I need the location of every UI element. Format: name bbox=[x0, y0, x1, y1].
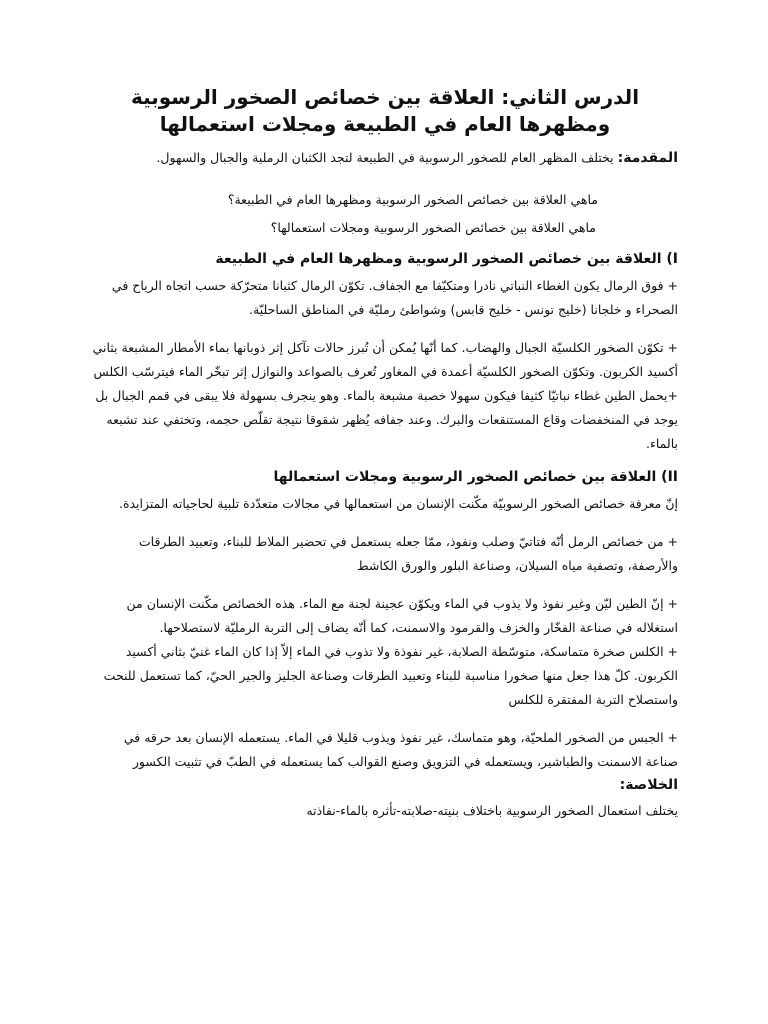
section-1-paragraph-limestone: + تكوّن الصخور الكلسيّة الجبال والهضاب. كما أنّها يُمكن أن تُبرز حالات تآكل إثر ذوبانها بماء الأمطار المشبعة بثاني أكسيد الكربون. وتكوّن الصخور الكلسيّة أعمدة في المغاور تُعرف بالصواعد والنوازل إثر تبخّر الماء فيترسّب الكلس bbox=[92, 340, 678, 379]
conclusion-text: يختلف استعمال الصخور الرسوبية باختلاف بنيته-صلابته-تأثره بالماء-نفاذته bbox=[306, 803, 678, 818]
question-2: ماهي العلاقة بين خصائص الصخور الرسوبية ومجلات استعمالها؟ bbox=[270, 220, 596, 235]
section-2-paragraph-sand: + من خصائص الرمل أنّه فتاتيّ وصلب ونفوذ، ممّا جعله يستعمل في تحضير الملاط للبناء، وتعبيد الطرقات والأرصفة، وتصفية مياه السيلان، وصناعة البلور والورق الكاشط bbox=[138, 534, 678, 573]
page-title bbox=[92, 84, 678, 138]
section-1-heading: I) العلاقة بين خصائص الصخور الرسوبية ومظهرها العام في الطبيعة bbox=[215, 251, 678, 267]
question-1: ماهي العلاقة بين خصائص الصخور الرسوبية ومظهرها العام في الطبيعة؟ bbox=[227, 192, 598, 207]
section-2-paragraph-limestone: + الكلس صخرة متماسكة، متوسّطة الصلابة، غير نفوذة ولا تذوب في الماء إلاّ إذا كان الماء غنيّ بثاني أكسيد الكربون. كلّ هذا جعل منها صخورا مناسبة للبناء وتعبيد الطرقات وصناعة الجليز والجير الحيّ، كما تستعمل للنحت واستصلاح التربة المفتقرة للكلس bbox=[103, 644, 678, 707]
conclusion-label: الخلاصة: bbox=[619, 777, 678, 793]
section-1-paragraph-sand: + فوق الرمال يكون الغطاء النباتي نادرا ومتكيّفا مع الجفاف. تكوّن الرمال كثبانا متحرّكة حسب اتجاه الرياح في الصحراء و خلجانا (خليج تونس - خليج قابس) وشواطئ رمليّة في المناطق الساحليّة. bbox=[111, 278, 678, 317]
section-2-paragraph-clay: + إنّ الطين ليّن وغير نفوذ ولا يذوب في الماء ويكوّن عجينة لجنة مع الماء. هذه الخصائص مكّنت الإنسان من استغلاله في صناعة الفخّار والخزف والقرمود والاسمنت، كما أنّه يضاف إلى التربة الرمليّة لاستصلاحها. bbox=[126, 596, 678, 635]
document-page bbox=[92, 84, 678, 822]
section-2-paragraph-gypsum: + الجبس من الصخور الملحيّة، وهو متماسك، غير نفوذ ويذوب قليلا في الماء. يستعمله الإنسان بعد حرقه في صناعة الاسمنت والطباشير، ويستعمله في التزويق وصنع القوالب كما يستعمله في الطبّ في تثبيت الكسور bbox=[123, 730, 678, 769]
intro-text: يختلف المظهر العام للصخور الرسوبية في الطبيعة لتجد الكثبان الرملية والجبال والسهول. bbox=[156, 150, 618, 165]
intro-label: المقدمة: bbox=[617, 150, 678, 166]
title-line-2: ومظهرها العام في الطبيعة ومجلات استعمالها bbox=[159, 112, 611, 136]
section-2-paragraph-intro: إنّ معرفة خصائص الصخور الرسوبيّة مكّنت الإنسان من استعمالها في مجالات متعدّدة تلبية لحاجياته المتزايدة. bbox=[118, 496, 678, 511]
title-line-1: الدرس الثاني: العلاقة بين خصائص الصخور الرسوبية bbox=[130, 85, 640, 109]
section-2-heading: II) العلاقة بين خصائص الصخور الرسوبية ومجلات استعمالها bbox=[273, 469, 678, 485]
intro-paragraph bbox=[92, 148, 678, 168]
section-1-paragraph-clay: +يحمل الطين غطاء نباتيّا كثيفا فيكون سهولا خصبة مشبعة بالماء. وهو ينجرف بسهولة فلا يبقى في قمم الجبال بل يوجد في المنخفضات وقاع المستنقعات والبرك. وعند جفافه يُظهر شقوقا نتيجة تقلّص حجمه، وتختفي عند تشبعه بالماء. bbox=[95, 388, 678, 451]
